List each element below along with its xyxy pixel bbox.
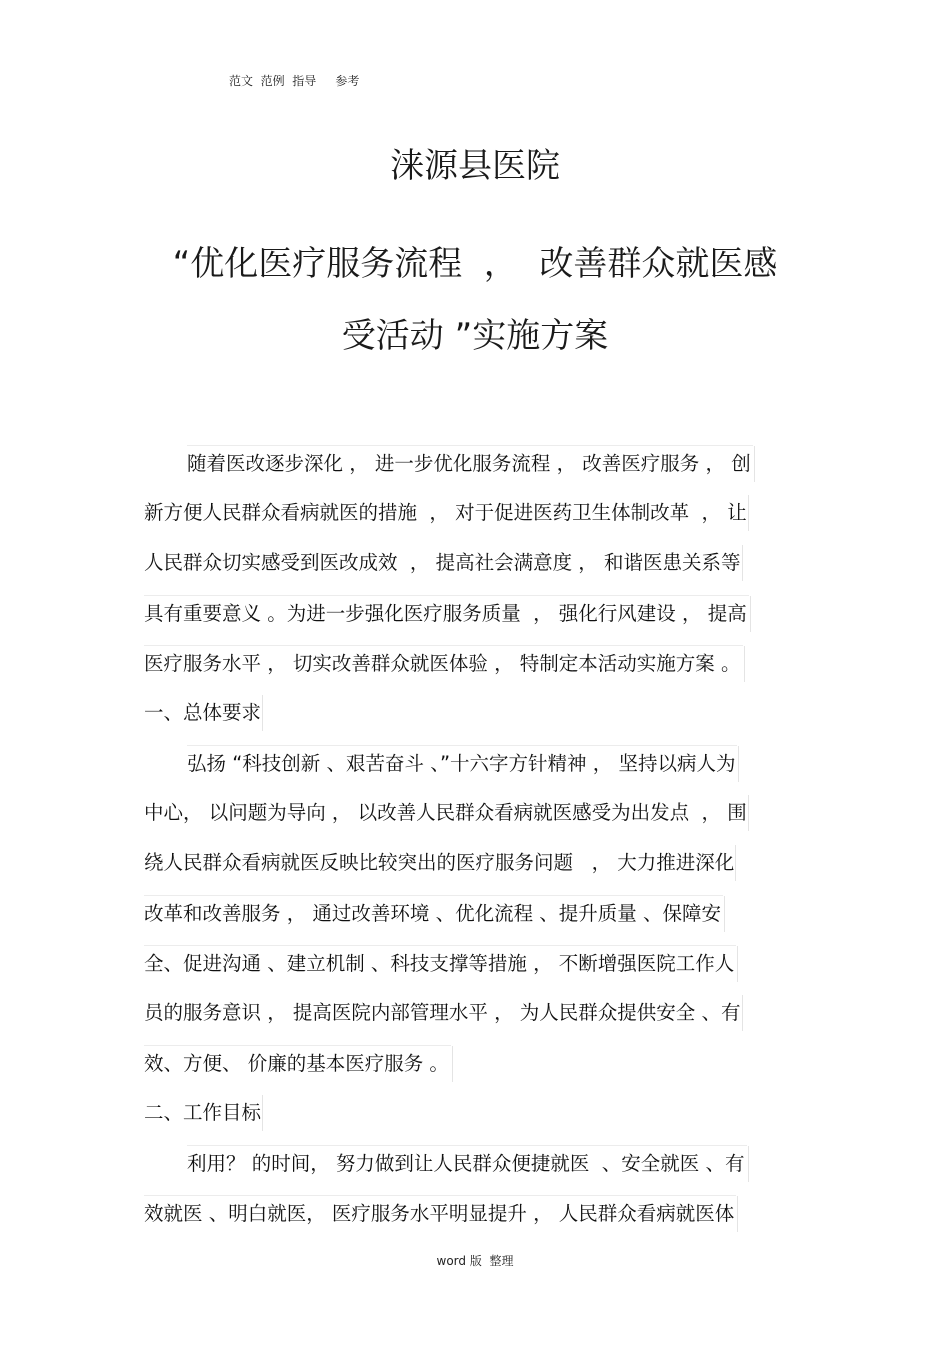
paragraph-line: 弘扬 “科技创新 、艰苦奋斗 、”十六字方针精神 ， 坚持以病人为 bbox=[187, 745, 737, 782]
paragraph-line: 人民群众切实感受到医改成效 ， 提高社会满意度 ， 和谐医患关系等 bbox=[144, 545, 741, 581]
document-title-hospital: 涞源县医院 bbox=[390, 146, 560, 186]
paragraph-line: 效、方便、 价廉的基本医疗服务 。 bbox=[144, 1045, 451, 1082]
document-title-line-2: 受活动 ”实施方案 bbox=[341, 316, 609, 356]
paragraph-line: 医疗服务水平 ， 切实改善群众就医体验 ， 特制定本活动实施方案 。 bbox=[144, 645, 743, 682]
paragraph-line: 随着医改逐步深化 ， 进一步优化服务流程 ， 改善医疗服务 ， 创 bbox=[187, 445, 753, 482]
paragraph-line: 新方便人民群众看病就医的措施 ， 对于促进医药卫生体制改革 ， 让 bbox=[144, 495, 747, 531]
paragraph-line: 效就医 、明白就医， 医疗服务水平明显提升 ， 人民群众看病就医体 bbox=[144, 1195, 736, 1232]
section-heading-work-goals: 二、工作目标 bbox=[144, 1095, 261, 1131]
paragraph-line: 利用？ 的时间， 努力做到让人民群众便捷就医 、安全就医 、有 bbox=[187, 1145, 747, 1182]
section-heading-overall-requirements: 一、总体要求 bbox=[144, 695, 261, 731]
paragraph-line: 中心， 以问题为导向 ， 以改善人民群众看病就医感受为出发点 ， 围 bbox=[144, 795, 747, 831]
paragraph-line: 员的服务意识 ， 提高医院内部管理水平 ， 为人民群众提供安全 、有 bbox=[144, 995, 741, 1031]
document-title-line-1: “优化医疗服务流程 ， 改善群众就医感 bbox=[172, 244, 778, 284]
paragraph-line: 全、促进沟通 、建立机制 、科技支撑等措施 ， 不断增强医院工作人 bbox=[144, 945, 736, 982]
paragraph-line: 具有重要意义 。为进一步强化医疗服务质量 ， 强化行风建设 ， 提高 bbox=[144, 595, 749, 632]
footer-note: word 版 整理 bbox=[436, 1254, 514, 1268]
paragraph-line: 绕人民群众看病就医反映比较突出的医疗服务问题 ， 大力推进深化 bbox=[144, 845, 734, 881]
header-note: 范文 范例 指导 参考 bbox=[229, 74, 360, 88]
paragraph-line: 改革和改善服务 ， 通过改善环境 、优化流程 、提升质量 、保障安 bbox=[144, 895, 723, 932]
